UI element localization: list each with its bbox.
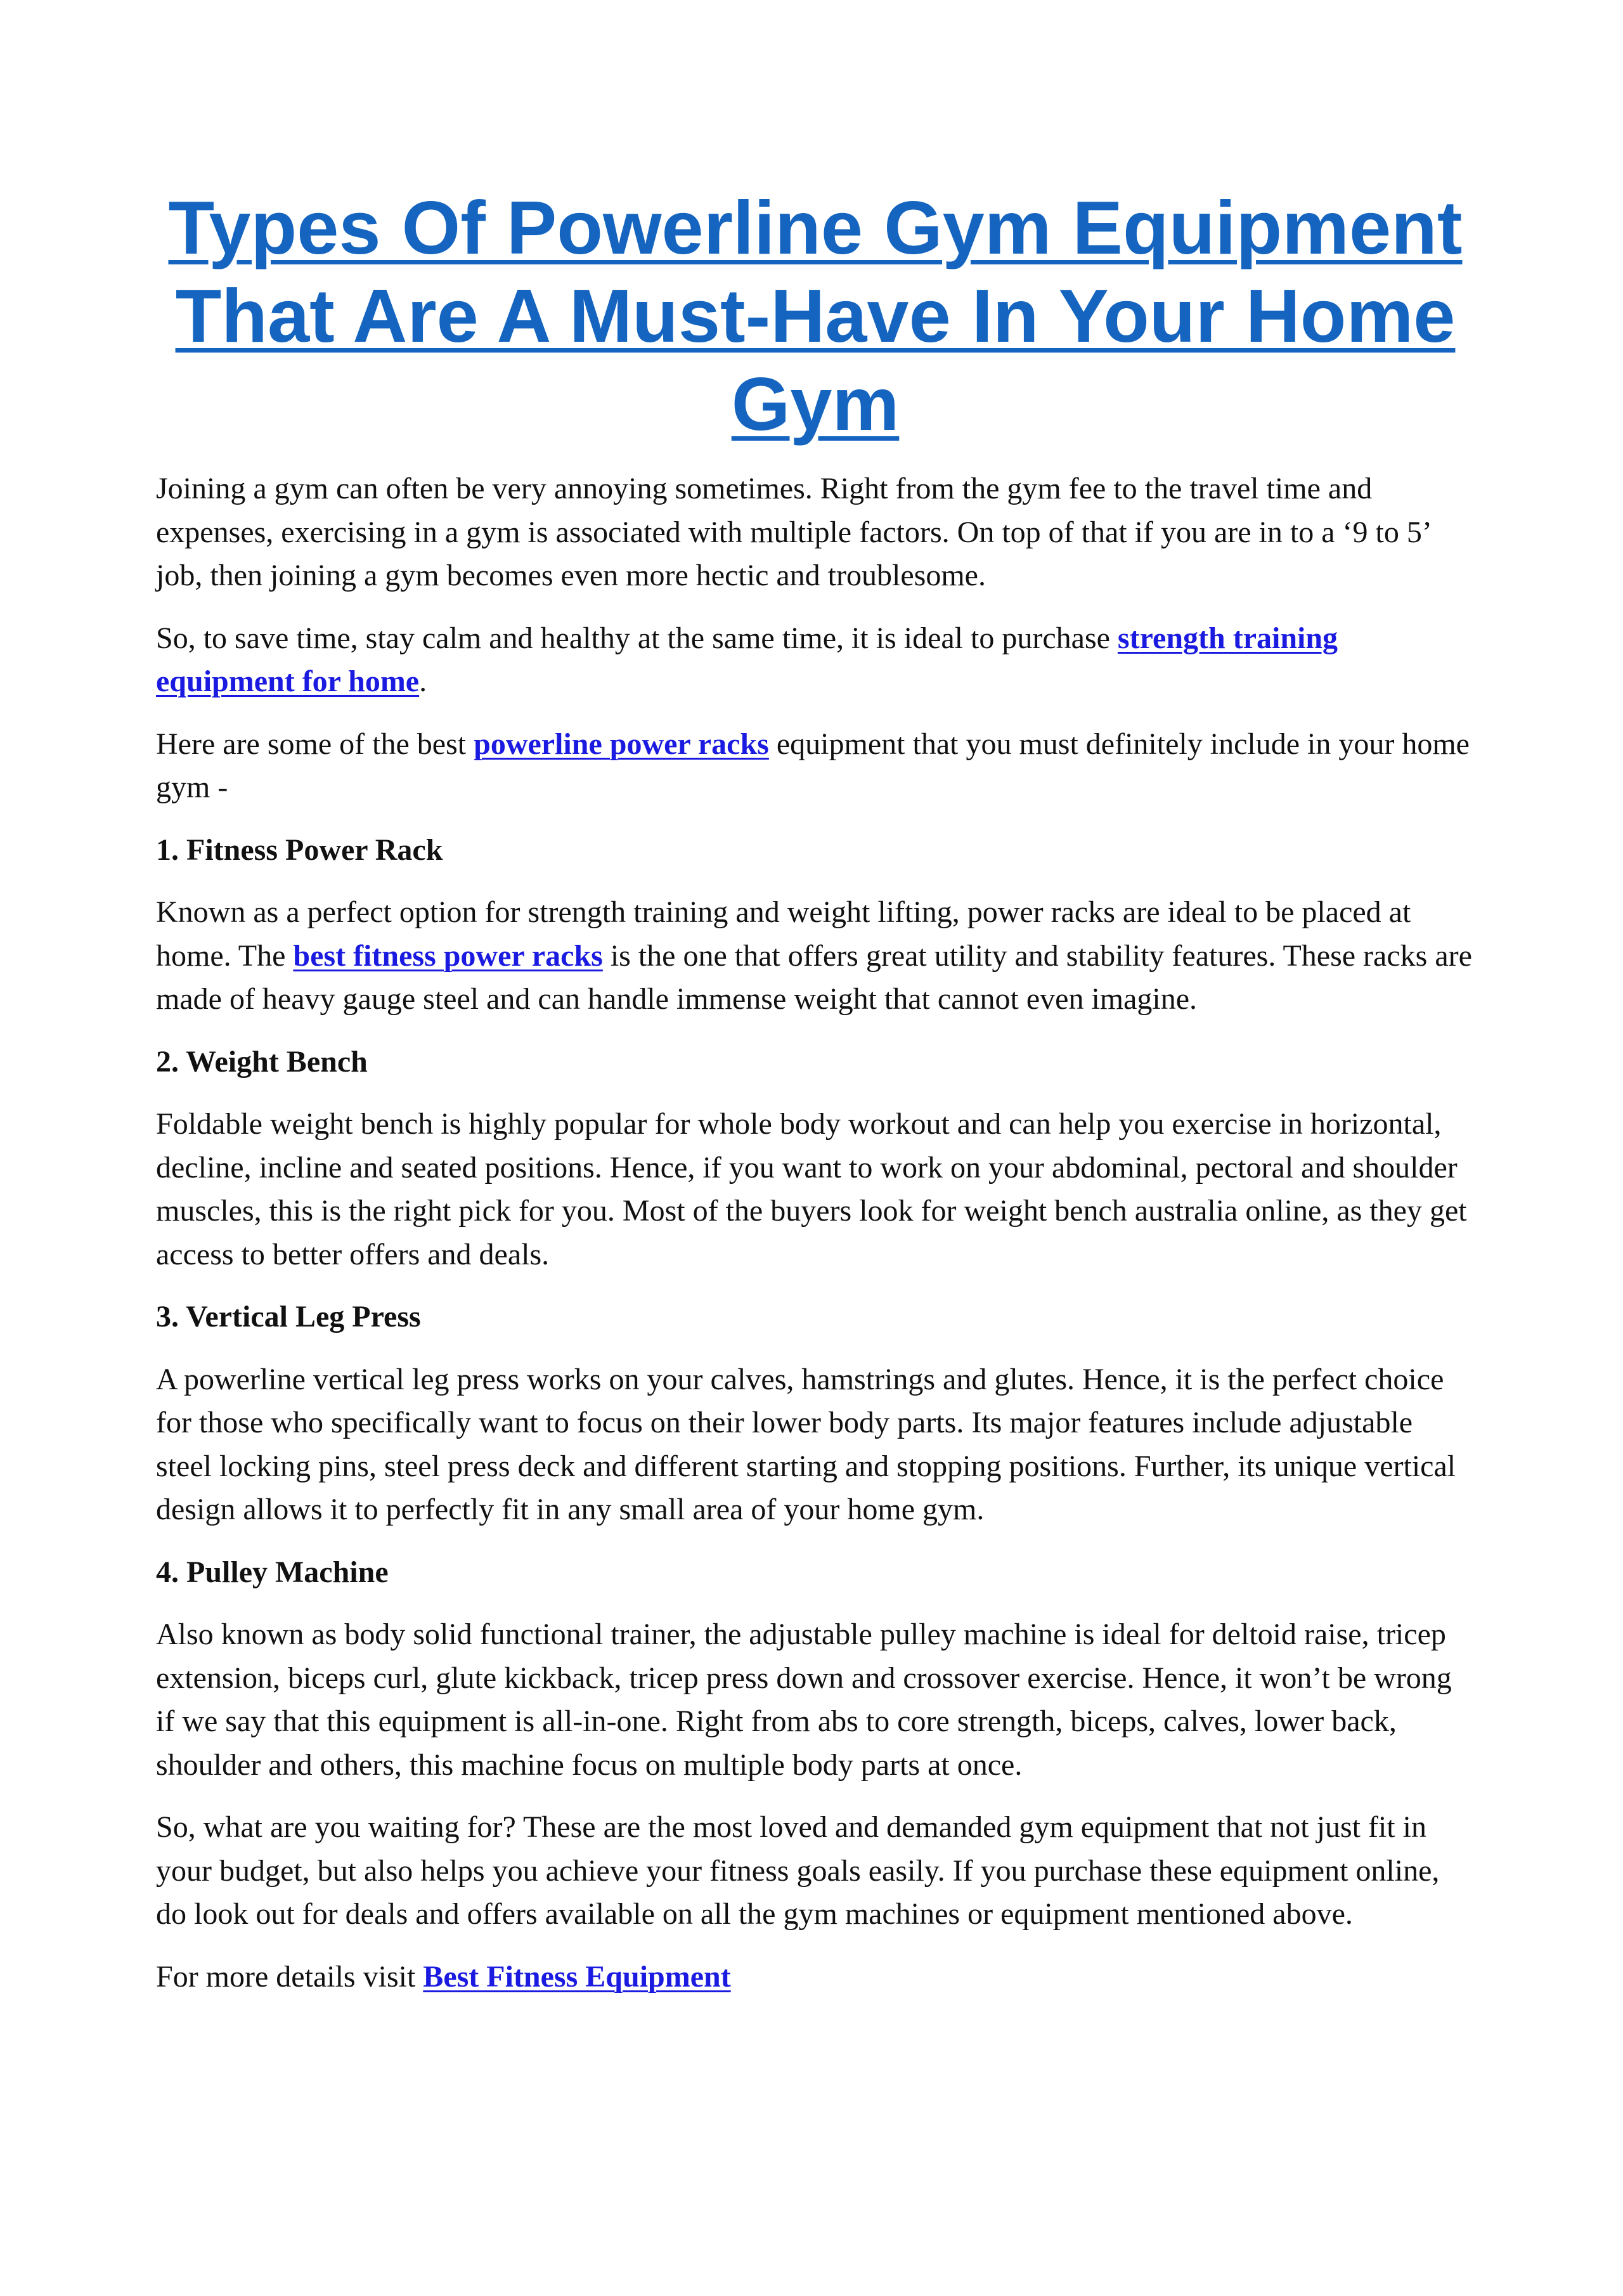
- intro-paragraph-3-end: equipment that you must definitely include in your home gym -: [156, 727, 1470, 804]
- title-link[interactable]: Types Of Powerline Gym Equipment That Are A Must-Have In Your Home Gym: [168, 186, 1463, 446]
- section-heading-power-rack: 1. Fitness Power Rack: [156, 833, 443, 867]
- best-fitness-power-racks-link[interactable]: best fitness power racks: [293, 938, 603, 973]
- intro-paragraph-2: [156, 617, 1475, 704]
- intro-paragraph-1: Joining a gym can often be very annoying sometimes. Right from the gym fee to the travel time and expenses, exercising in a gym is associated with multiple factors. On top of that if you are in to a ‘9 to 5’ job, then joining a gym becomes even more hectic and troublesome.: [156, 472, 1430, 592]
- section-text-power-rack-end: is the one that offers great utility and stability features. These racks are made of heavy gauge steel and can handle immense weight that cannot even imagine.: [156, 938, 1472, 1016]
- section-text-power-rack-start: Known as a perfect option for strength training and weight lifting, power racks are ideal to be placed at home. The: [156, 895, 1411, 973]
- powerline-power-racks-link[interactable]: powerline power racks: [474, 727, 769, 761]
- footer-paragraph: [156, 1955, 1475, 1999]
- section-text-leg-press: A powerline vertical leg press works on your calves, hamstrings and glutes. Hence, it is the perfect choice for those who specifically want to focus on their lower body parts. Its major features include adjustable steel locking pins, steel press deck and different starting and stopping positions. Further, its unique vertical design allows it to perfectly fit in any small area of your home gym.: [156, 1362, 1456, 1526]
- intro-paragraph-2-end: .: [419, 665, 427, 698]
- best-fitness-equipment-link[interactable]: Best Fitness Equipment: [423, 1959, 731, 1994]
- footer-text: For more details visit: [156, 1959, 424, 1994]
- section-text-pulley-machine: Also known as body solid functional trainer, the adjustable pulley machine is ideal for deltoid raise, tricep extension, biceps curl, glute kickback, tricep press down and crossover exercise. Hence, it won’t be wrong if we say that this equipment is all-in-one. Right from abs to core strength, biceps, calves, lower back, shoulder and others, this machine focus on multiple body parts at once.: [156, 1618, 1452, 1782]
- section-text-weight-bench: Foldable weight bench is highly popular for whole body workout and can help you exercise in horizontal, decline, incline and seated positions. Hence, if you want to work on your abdominal, pectoral and shoulder muscles, this is the right pick for you. Most of the buyers look for weight bench australia online, as they get access to better offers and deals.: [156, 1107, 1467, 1271]
- section-heading-leg-press: 3. Vertical Leg Press: [156, 1300, 421, 1333]
- section-heading-pulley-machine: 4. Pulley Machine: [156, 1555, 389, 1589]
- intro-paragraph-3: [156, 723, 1475, 810]
- intro-paragraph-2-text: So, to save time, stay calm and healthy at the same time, it is ideal to purchase: [156, 621, 1118, 655]
- page-title: [156, 184, 1475, 448]
- strength-training-equipment-link[interactable]: strength training equipment for home: [156, 621, 1338, 698]
- section-text-power-rack: [156, 891, 1475, 1022]
- document-page: [156, 184, 1475, 2018]
- section-heading-weight-bench: 2. Weight Bench: [156, 1044, 368, 1079]
- closing-paragraph: So, what are you waiting for? These are the most loved and demanded gym equipment that not just fit in your budget, but also helps you achieve your fitness goals easily. If you purchase these equipment online, do look out for deals and offers available on all the gym machines or equipment mentioned above.: [156, 1810, 1440, 1931]
- intro-paragraph-3-text: Here are some of the best: [156, 727, 474, 761]
